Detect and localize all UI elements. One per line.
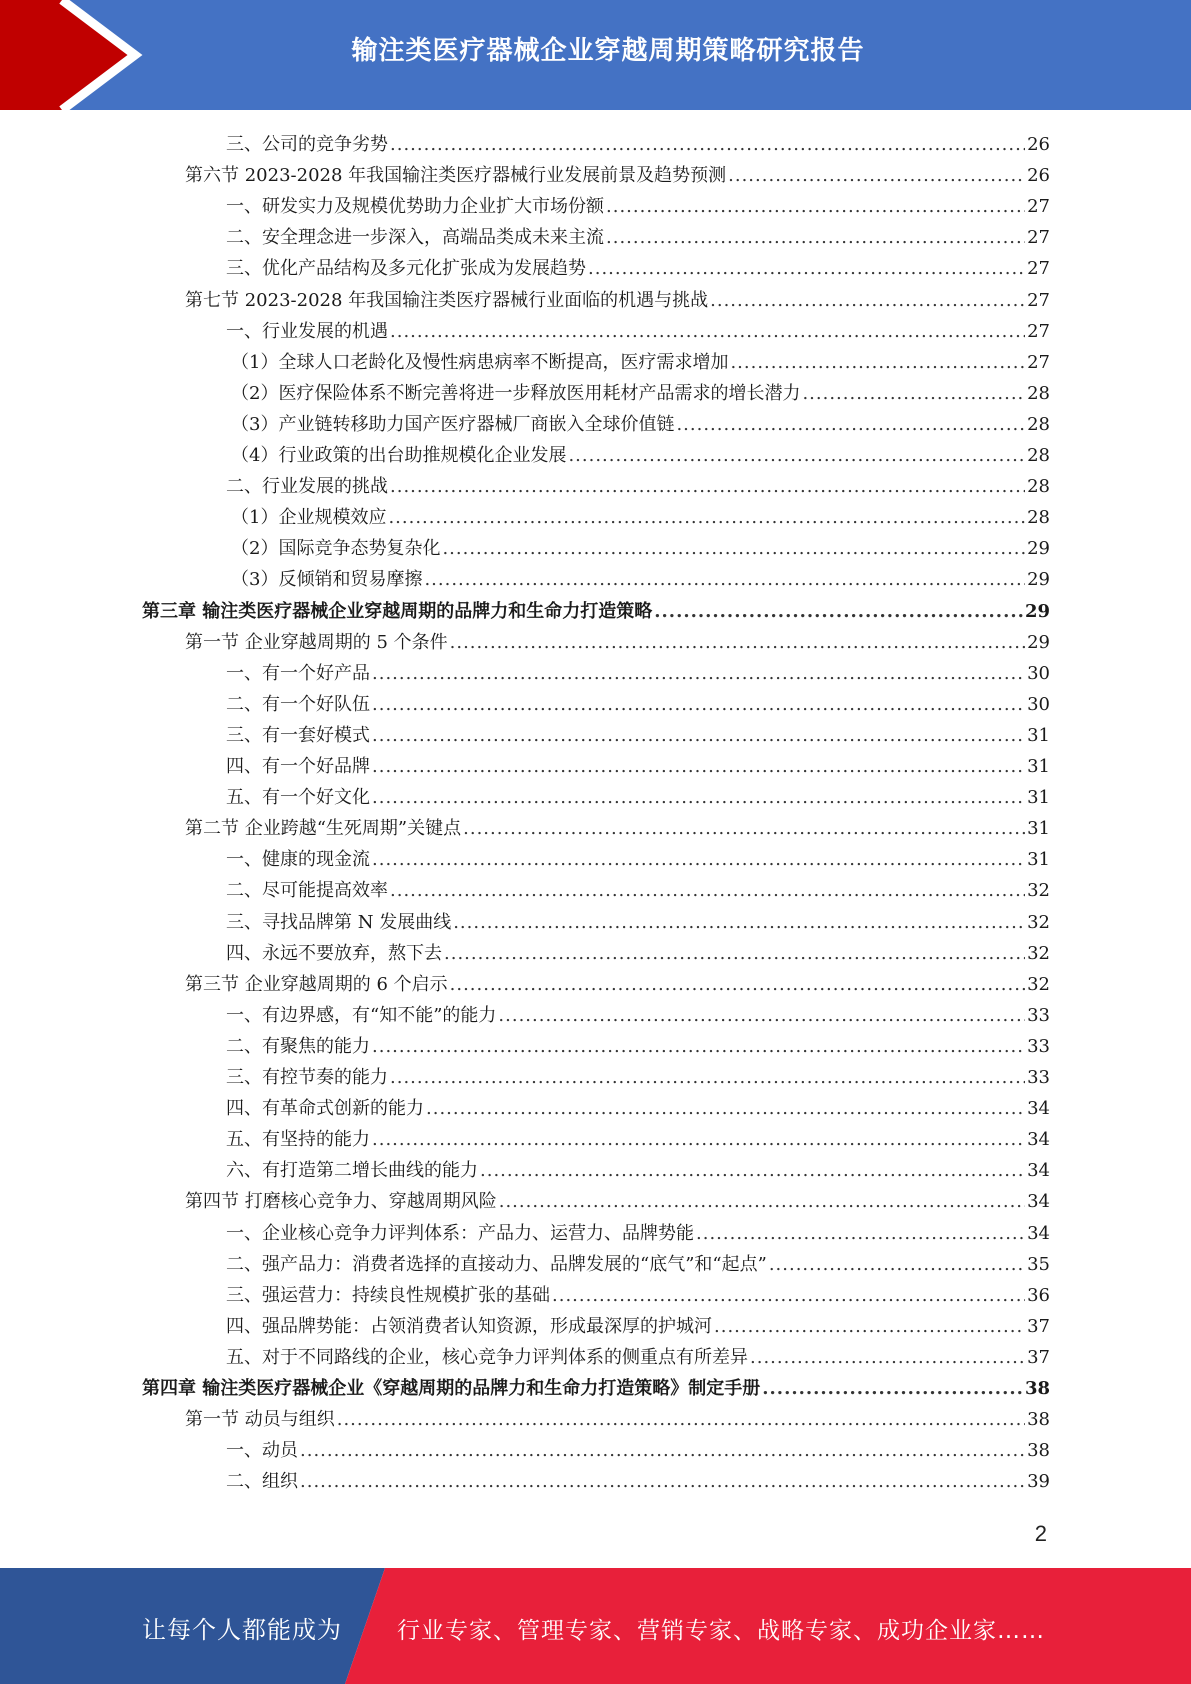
toc-dot-leader [390, 1062, 1025, 1093]
toc-entry[interactable] [185, 1186, 1050, 1217]
toc-entry[interactable] [185, 160, 1050, 191]
toc-entry-title: 三、寻找品牌第 N 发展曲线 [226, 911, 452, 933]
toc-dot-leader [499, 1186, 1025, 1217]
toc-entry[interactable] [231, 440, 1050, 471]
page-number: 2 [1034, 1521, 1047, 1546]
toc-entry-title: 四、永远不要放弃，熬下去 [226, 942, 442, 964]
toc-entry-page: 38 [1024, 1378, 1050, 1399]
toc-entry-page: 39 [1027, 1471, 1050, 1493]
toc-entry-title: 二、强产品力：消费者选择的直接动力、品牌发展的“底气”和“起点” [226, 1253, 767, 1275]
page-footer [0, 1568, 1191, 1684]
toc-entry-page: 31 [1027, 756, 1050, 777]
toc-entry-page: 27 [1027, 351, 1050, 373]
toc-entry-title: 二、有一个好队伍 [226, 693, 370, 715]
toc-entry-page: 34 [1027, 1098, 1050, 1120]
toc-entry[interactable] [185, 813, 1050, 844]
toc-dot-leader [453, 907, 1025, 938]
toc-dot-leader [372, 1031, 1025, 1062]
toc-dot-leader [300, 1466, 1025, 1497]
toc-entry[interactable] [226, 316, 1050, 347]
toc-dot-leader [769, 1249, 1025, 1280]
toc-entry-title: 二、有聚焦的能力 [226, 1035, 370, 1057]
toc-entry-page: 31 [1027, 849, 1050, 871]
toc-dot-leader [552, 1280, 1025, 1311]
toc-entry-title: 三、公司的竞争劣势 [226, 134, 388, 155]
toc-dot-leader [388, 502, 1025, 533]
toc-entry[interactable] [226, 1155, 1050, 1186]
toc-entry[interactable] [226, 1031, 1050, 1062]
toc-entry-page: 29 [1024, 600, 1050, 622]
toc-dot-leader [710, 285, 1025, 316]
toc-dot-leader [498, 1000, 1025, 1031]
toc-entry-page: 28 [1027, 476, 1050, 498]
toc-entry[interactable] [226, 844, 1050, 875]
toc-entry-title: 三、优化产品结构及多元化扩张成为发展趋势 [226, 258, 586, 280]
toc-dot-leader [372, 720, 1025, 751]
toc-entry[interactable] [142, 596, 1050, 627]
toc-dot-leader [480, 1155, 1025, 1186]
toc-entry[interactable] [226, 1311, 1050, 1342]
toc-entry-page: 28 [1027, 382, 1050, 404]
toc-entry[interactable] [226, 658, 1050, 689]
toc-dot-leader [444, 938, 1025, 969]
toc-entry-title: 第三节 企业穿越周期的 6 个启示 [185, 973, 448, 995]
toc-entry[interactable] [231, 502, 1050, 533]
toc-entry-title: 第七节 2023-2028 年我国输注类医疗器械行业面临的机遇与挑战 [185, 289, 709, 311]
toc-entry-title: 三、有一套好模式 [226, 724, 370, 746]
toc-entry[interactable] [226, 1218, 1050, 1249]
toc-dot-leader [450, 969, 1025, 1000]
toc-entry[interactable] [226, 1062, 1050, 1093]
toc-entry[interactable] [226, 1280, 1050, 1311]
toc-entry-title: （1）全球人口老龄化及慢性病患病率不断提高，医疗需求增加 [231, 351, 729, 373]
toc-entry-page: 36 [1027, 1284, 1050, 1306]
toc-dot-leader [676, 409, 1025, 440]
toc-dot-leader [802, 378, 1025, 409]
toc-dot-leader [426, 1093, 1025, 1124]
toc-entry-page: 29 [1027, 631, 1050, 653]
toc-entry-title: 第二节 企业跨越“生死周期”关键点 [185, 818, 462, 840]
toc-entry-title: 五、对于不同路线的企业，核心竞争力评判体系的侧重点有所差异 [226, 1346, 748, 1368]
toc-entry[interactable] [226, 720, 1050, 751]
toc-entry-page: 26 [1027, 134, 1050, 155]
toc-entry-page: 33 [1027, 1004, 1050, 1026]
toc-entry-page: 27 [1027, 258, 1050, 280]
toc-dot-leader [730, 347, 1025, 378]
toc-dot-leader [750, 1342, 1025, 1373]
toc-dot-leader [762, 1373, 1023, 1404]
toc-dot-leader [728, 160, 1025, 191]
page-header [0, 0, 1191, 110]
toc-entry-page: 37 [1027, 1315, 1050, 1337]
toc-entry-title: 第一节 企业穿越周期的 5 个条件 [185, 631, 448, 653]
toc-entry-title: 三、有控节奏的能力 [226, 1067, 388, 1088]
toc-entry-title: 二、组织 [226, 1471, 298, 1493]
toc-entry[interactable] [226, 782, 1050, 813]
toc-entry[interactable] [226, 1093, 1050, 1124]
toc-dot-leader [450, 627, 1025, 658]
toc-entry-page: 31 [1027, 818, 1050, 840]
toc-entry-title: 四、有一个好品牌 [226, 756, 370, 777]
toc-dot-leader [696, 1218, 1025, 1249]
toc-entry-title: 第四章 输注类医疗器械企业《穿越周期的品牌力和生命力打造策略》制定手册 [142, 1378, 761, 1399]
toc-entry-page: 28 [1027, 507, 1050, 529]
footer-slogan-right: 行业专家、管理专家、营销专家、战略专家、成功企业家…… [397, 1618, 1045, 1644]
toc-entry-title: 二、行业发展的挑战 [226, 476, 388, 498]
toc-entry[interactable] [226, 751, 1050, 782]
toc-entry[interactable] [226, 1435, 1050, 1466]
toc-entry-page: 38 [1027, 1409, 1050, 1431]
toc-entry-title: （1）企业规模效应 [231, 507, 387, 529]
toc-entry-page: 26 [1027, 165, 1050, 187]
toc-entry-page: 33 [1027, 1035, 1050, 1057]
toc-entry[interactable] [226, 1466, 1050, 1497]
toc-entry-page: 28 [1027, 413, 1050, 435]
toc-dot-leader [372, 751, 1025, 782]
toc-dot-leader [372, 844, 1025, 875]
toc-entry-title: 一、动员 [226, 1440, 298, 1462]
toc-entry-page: 33 [1027, 1067, 1050, 1088]
toc-entry[interactable] [231, 564, 1050, 595]
toc-entry[interactable] [226, 1000, 1050, 1031]
toc-entry-title: 一、企业核心竞争力评判体系：产品力、运营力、品牌势能 [226, 1222, 694, 1244]
toc-entry-title: 三、强运营力：持续良性规模扩张的基础 [226, 1284, 550, 1306]
toc-entry[interactable] [226, 471, 1050, 502]
toc-entry-page: 27 [1027, 227, 1050, 249]
toc-entry-page: 32 [1027, 911, 1050, 933]
toc-entry[interactable] [226, 222, 1050, 253]
toc-dot-leader [463, 813, 1025, 844]
toc-entry[interactable] [231, 347, 1050, 378]
toc-entry-page: 34 [1027, 1160, 1050, 1182]
toc-entry-page: 37 [1027, 1346, 1050, 1368]
toc-dot-leader [606, 222, 1025, 253]
toc-entry-title: （2）国际竞争态势复杂化 [231, 538, 441, 560]
toc-dot-leader [714, 1311, 1025, 1342]
toc-entry-page: 30 [1027, 693, 1050, 715]
toc-entry-title: 一、行业发展的机遇 [226, 320, 388, 342]
toc-entry-title: 第一节 动员与组织 [185, 1409, 335, 1431]
toc-entry-title: 第四节 打磨核心竞争力、穿越周期风险 [185, 1191, 497, 1213]
toc-entry-page: 27 [1027, 196, 1050, 218]
toc-entry-title: 五、有坚持的能力 [226, 1129, 370, 1151]
toc-entry-title: 一、健康的现金流 [226, 849, 370, 871]
toc-entry[interactable] [226, 689, 1050, 720]
toc-entry-title: 四、有革命式创新的能力 [226, 1098, 424, 1120]
toc-dot-leader [568, 440, 1025, 471]
toc-entry[interactable] [226, 1124, 1050, 1155]
toc-entry[interactable] [185, 285, 1050, 316]
toc-entry[interactable] [226, 907, 1050, 938]
toc-entry-title: 第六节 2023-2028 年我国输注类医疗器械行业发展前景及趋势预测 [185, 165, 727, 187]
footer-slogan-left: 让每个人都能成为 [142, 1616, 342, 1644]
toc-entry[interactable] [226, 191, 1050, 222]
toc-entry-page: 31 [1027, 787, 1050, 809]
toc-entry-page: 34 [1027, 1129, 1050, 1151]
toc-dot-leader [390, 316, 1025, 347]
toc-entry-page: 32 [1027, 880, 1050, 902]
toc-entry-page: 29 [1027, 569, 1050, 591]
toc-entry-page: 31 [1027, 724, 1050, 746]
toc-entry-title: 六、有打造第二增长曲线的能力 [226, 1160, 478, 1182]
toc-dot-leader [390, 875, 1025, 906]
toc-dot-leader [337, 1404, 1025, 1435]
toc-entry[interactable] [185, 627, 1050, 658]
toc-dot-leader [606, 191, 1025, 222]
toc-dot-leader [300, 1435, 1025, 1466]
toc-entry-page: 29 [1027, 538, 1050, 560]
toc-dot-leader [372, 689, 1025, 720]
report-title: 输注类医疗器械企业穿越周期策略研究报告 [351, 36, 865, 66]
toc-entry-title: （2）医疗保险体系不断完善将进一步释放医用耗材产品需求的增长潜力 [231, 382, 801, 404]
toc-entry[interactable] [226, 1342, 1050, 1373]
toc-entry[interactable] [226, 875, 1050, 906]
toc-entry-page: 27 [1027, 320, 1050, 342]
toc-entry[interactable] [231, 533, 1050, 564]
toc-entry-page: 28 [1027, 445, 1050, 466]
toc-dot-leader [372, 658, 1025, 689]
toc-entry-page: 34 [1027, 1191, 1050, 1213]
toc-entry-title: 一、有一个好产品 [226, 662, 370, 684]
toc-entry-page: 32 [1027, 942, 1050, 964]
toc-entry-title: （3）产业链转移助力国产医疗器械厂商嵌入全球价值链 [231, 413, 675, 435]
toc-dot-leader [372, 1124, 1025, 1155]
toc-entry-page: 27 [1027, 289, 1050, 311]
toc-entry-title: 一、有边界感，有“知不能”的能力 [226, 1004, 497, 1026]
toc-entry-title: 一、研发实力及规模优势助力企业扩大市场份额 [226, 196, 604, 218]
toc-entry-page: 35 [1027, 1253, 1050, 1275]
toc-entry[interactable] [226, 129, 1050, 160]
toc-entry[interactable] [226, 253, 1050, 284]
toc-entry-title: 二、安全理念进一步深入，高端品类成未来主流 [226, 227, 604, 249]
toc-entry[interactable] [185, 969, 1050, 1000]
toc-entry-page: 34 [1027, 1222, 1050, 1244]
toc-dot-leader [654, 596, 1023, 627]
toc-entry[interactable] [226, 1249, 1050, 1280]
toc-entry[interactable] [231, 378, 1050, 409]
toc-dot-leader [424, 564, 1025, 595]
toc-entry[interactable] [226, 938, 1050, 969]
toc-entry-title: 五、有一个好文化 [226, 787, 370, 809]
toc-dot-leader [588, 253, 1025, 284]
toc-dot-leader [390, 129, 1025, 160]
toc-entry-page: 30 [1027, 662, 1050, 684]
toc-dot-leader [442, 533, 1025, 564]
toc-entry-page: 38 [1027, 1440, 1050, 1462]
toc-entry-title: （3）反倾销和贸易摩擦 [231, 569, 423, 591]
toc-entry-title: 四、强品牌势能：占领消费者认知资源，形成最深厚的护城河 [226, 1315, 712, 1337]
toc-entry-page: 32 [1027, 973, 1050, 995]
toc-entry[interactable] [231, 409, 1050, 440]
toc-entry[interactable] [142, 1373, 1050, 1404]
toc-entry-title: 第三章 输注类医疗器械企业穿越周期的品牌力和生命力打造策略 [142, 600, 653, 622]
toc-dot-leader [390, 471, 1025, 502]
toc-entry-title: 二、尽可能提高效率 [226, 880, 388, 902]
toc-dot-leader [372, 782, 1025, 813]
toc-entry[interactable] [185, 1404, 1050, 1435]
toc-entry-title: （4）行业政策的出台助推规模化企业发展 [231, 445, 567, 466]
